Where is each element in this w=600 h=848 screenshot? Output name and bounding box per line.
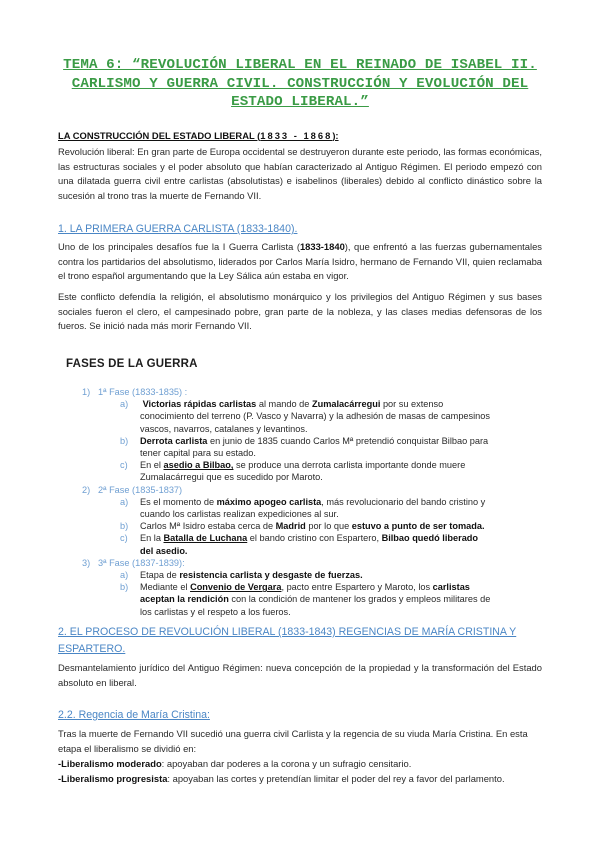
list-item: a) Victorias rápidas carlistas al mando de Zumalacárregui por su extenso conocimiento del terreno (P. Vasco y Navarra) y la adhesión de masas de campesinos vascos, navarros, catalanes y levantinos.	[120, 399, 490, 434]
phase-2-label: 2ª Fase (1835-1837)	[98, 484, 183, 495]
list-item: a) Etapa de resistencia carlista y desgaste de fuerzas.	[120, 570, 363, 581]
title-line-2: CARLISMO Y GUERRA CIVIL. CONSTRUCCIÓN Y EVOLUCIÓN DEL	[71, 75, 529, 92]
section-1-heading: 1. LA PRIMERA GUERRA CARLISTA (1833-1840).	[58, 223, 298, 235]
phase-1: 1) 1ª Fase (1833-1835) :	[82, 387, 188, 397]
liberalismo-moderado: -Liberalismo moderado: apoyaban dar poderes a la corona y un sufragio censitario.	[58, 758, 412, 769]
section-2-heading: 2. EL PROCESO DE REVOLUCIÓN LIBERAL (1833-1843) REGENCIAS DE MARÍA CRISTINA Y ESPARTERO.	[58, 626, 517, 655]
section-1-paragraph-2: Este conflicto defendía la religión, el absolutismo monárquico y los privilegios del Antiguo Régimen y sus bases sociales fueron el clero, el campesinado pobre, gran parte de la nobleza, y las clases medias defensoras de los fueros. Se inició nada más morir Fernando VII.	[58, 291, 542, 332]
main-heading	[58, 130, 339, 141]
phases-list	[66, 386, 546, 618]
intro-paragraph: Revolución liberal: En gran parte de Europa occidental se destruyeron durante este periodo, las formas económicas, las estructuras sociales y el poder absoluto que habían caracterizado al Antiguo Régimen. El periodo empezó con una dilatada guerra civil entre carlistas (absolutistas) e isabelinos (liberales) debido al conflicto dinástico sobre la sucesión al trono tras la muerte de Fernando VII.	[58, 146, 542, 201]
phase-3-label: 3ª Fase (1837-1839):	[98, 557, 185, 568]
section-1-paragraph-1: Uno de los principales desafíos fue la I Guerra Carlista (1833-1840), que enfrentó a las fuerzas gubernamentales contra los partidarios del absolutismo, liderados por Carlos María Isidro, hermano de Fernando VII, quien reclamaba el trono español argumentando que la Ley Sálica aún estaba en vigor.	[58, 241, 542, 282]
phase-2: 2) 2ª Fase (1835-1837)	[82, 484, 183, 495]
main-heading-text: LA CONSTRUCCIÓN DEL ESTADO LIBERAL (	[58, 130, 261, 141]
list-item: b) Mediante el Convenio de Vergara, pacto entre Espartero y Maroto, los carlistas aceptan la rendición con la condición de mantener los grados y empleos militares de los carlistas y el respeto a los fueros.	[120, 582, 491, 617]
list-item: b) Derrota carlista en junio de 1835 cuando Carlos Mª pretendió conquistar Bilbao para tener capital para su estado.	[120, 435, 489, 459]
section-2-2-paragraph: Tras la muerte de Fernando VII sucedió una guerra civil Carlista y la regencia de su viuda María Cristina. En esta etapa el liberalismo se dividió en:	[58, 728, 528, 754]
section-2-2-heading: 2.2. Regencia de María Cristina:	[58, 709, 210, 721]
war-years: 1833-1840	[299, 241, 345, 252]
liberalismo-progresista: -Liberalismo progresista: apoyaban las cortes y pretendían limitar el poder del rey a favor del parlamento.	[58, 773, 505, 784]
list-item: b) Carlos Mª Isidro estaba cerca de Madrid por lo que estuvo a punto de ser tomada.	[120, 521, 485, 532]
main-heading-years: 1833 - 1868	[260, 130, 333, 141]
list-item: a) Es el momento de máximo apogeo carlista, más revolucionario del bando cristino y cuando los carlistas realizan expediciones al sur.	[120, 496, 486, 520]
phase-3: 3) 3ª Fase (1837-1839):	[82, 557, 185, 568]
section-2-paragraph: Desmantelamiento jurídico del Antiguo Régimen: nueva concepción de la propiedad y la transformación del Estado absoluto en liberal.	[58, 662, 542, 688]
list-item: c) En el asedio a Bilbao, se produce una derrota carlista importante donde muere Zumalacárregui que es sucedido por Maroto.	[120, 460, 466, 483]
title-line-1: TEMA 6: “REVOLUCIÓN LIBERAL EN EL REINADO DE ISABEL II.	[63, 57, 537, 73]
title-line-3: ESTADO LIBERAL.”	[231, 94, 369, 110]
phase-1-label: 1ª Fase (1833-1835) :	[98, 387, 188, 397]
list-item: c) En la Batalla de Luchana el bando cristino con Espartero, Bilbao quedó liberado del asedio.	[120, 533, 479, 556]
document-title	[60, 56, 540, 112]
fases-heading: FASES DE LA GUERRA	[66, 358, 198, 370]
main-heading-tail: ):	[332, 130, 339, 141]
